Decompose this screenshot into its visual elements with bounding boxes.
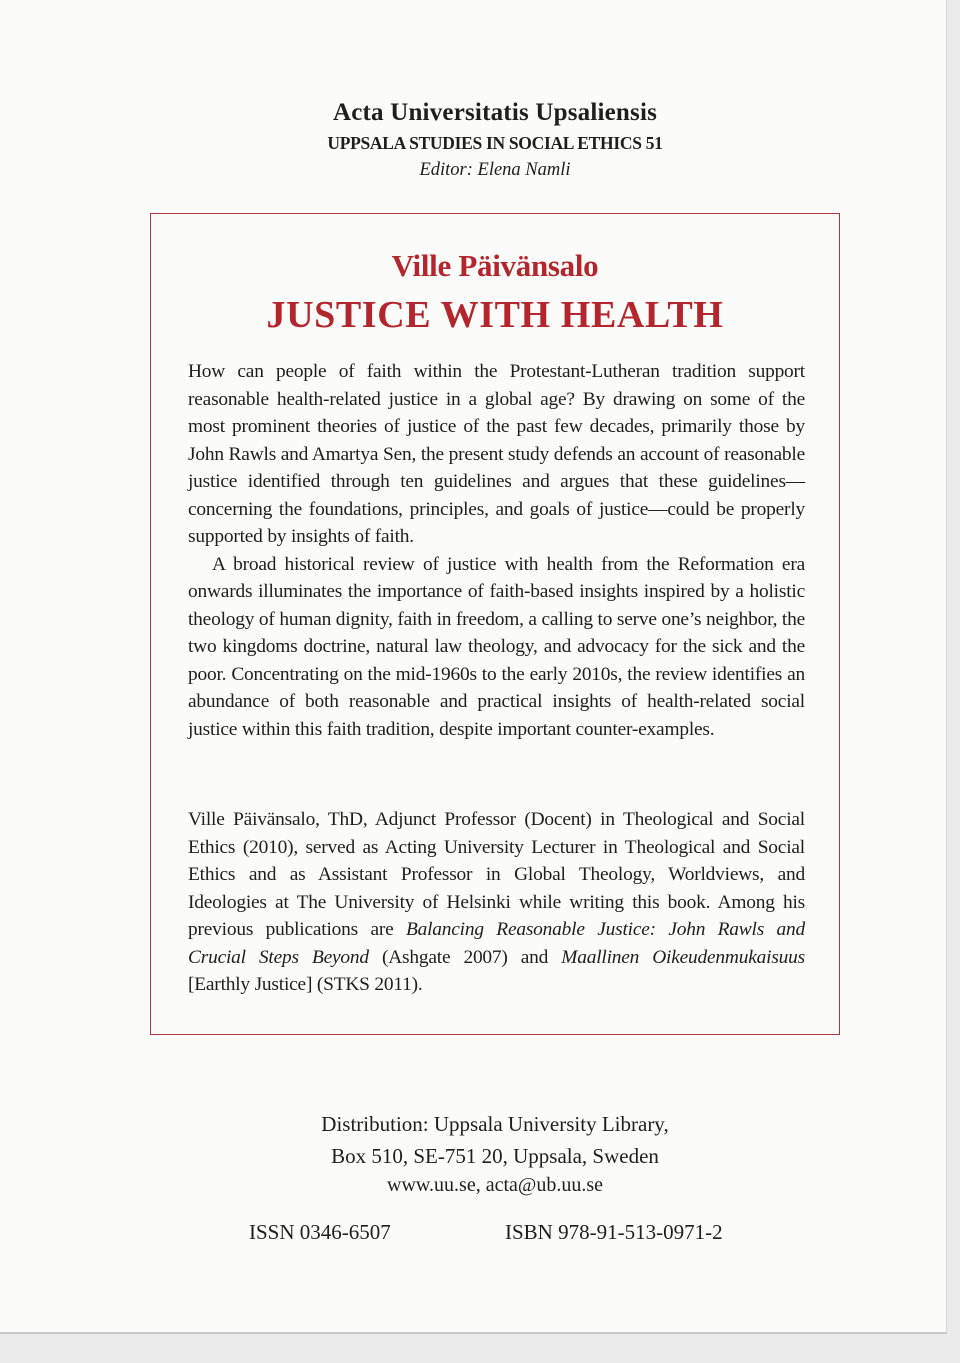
series-title: Acta Universitatis Upsaliensis — [332, 99, 658, 126]
issn: ISSN 0346-6507 — [249, 1220, 391, 1244]
book-title: JUSTICE WITH HEALTH — [266, 294, 724, 336]
bio-book-2-note: [Earthly Justice] (STKS 2011). — [188, 974, 423, 995]
book-author: Ville Päivänsalo — [391, 248, 599, 283]
isbn: ISBN 978-91-513-0971-2 — [505, 1220, 723, 1244]
distribution-line-2: Box 510, SE-751 20, Uppsala, Sweden — [331, 1144, 659, 1168]
bio-intro: Ville Päivänsalo, ThD, Adjunct Professor (Docent) in Theological and Social Ethics (2010), served as Acting University Lecturer in Theological and Social Ethics and as Assistant Professor in Global Theology, Worldviews, and Ideologies at The University of Helsinki while writing this book. Among his previous publications are — [188, 809, 805, 940]
blurb — [188, 358, 805, 743]
blurb-paragraph-1: How can people of faith within the Protestant-Lutheran tradition support reasonable health-related justice in a global age? By drawing on some of the most prominent theories of justice of the past few decades, primarily those by John Rawls and Amartya Sen, the present study defends an account of reasonable justice identified through ten guidelines and argues that these guidelines—concerning the foundations, principles, and goals of justice—could be properly supported by insights of faith. — [188, 361, 805, 547]
author-bio — [188, 806, 805, 999]
distribution-line-1: Distribution: Uppsala University Library, — [321, 1112, 669, 1136]
bio-book-1-note: (Ashgate 2007) and — [368, 946, 562, 968]
series-subtitle: UPPSALA STUDIES IN SOCIAL ETHICS 51 — [327, 133, 663, 153]
author-bio-paragraph — [188, 806, 805, 999]
distribution-line-3: www.uu.se, acta@ub.uu.se — [387, 1174, 603, 1196]
bio-book-2: Maallinen Oikeudenmukaisuus — [561, 946, 805, 968]
series-editor: Editor: Elena Namli — [419, 160, 571, 180]
blurb-paragraph-2: A broad historical review of justice with health from the Reformation era onwards illuminates the importance of faith-based insights inspired by a holistic theology of human dignity, faith in freedom, a calling to serve one’s neighbor, the two kingdoms doctrine, natural law theology, and advocacy for the sick and the poor. Concentrating on the mid-1960s to the early 2010s, the review identifies an abundance of both reasonable and practical insights of health-related social justice within this faith tradition, despite important counter-examples. — [188, 553, 805, 740]
bio-book-1: Balancing Reasonable Justice: John Rawls and Crucial Steps Beyond — [188, 919, 805, 968]
